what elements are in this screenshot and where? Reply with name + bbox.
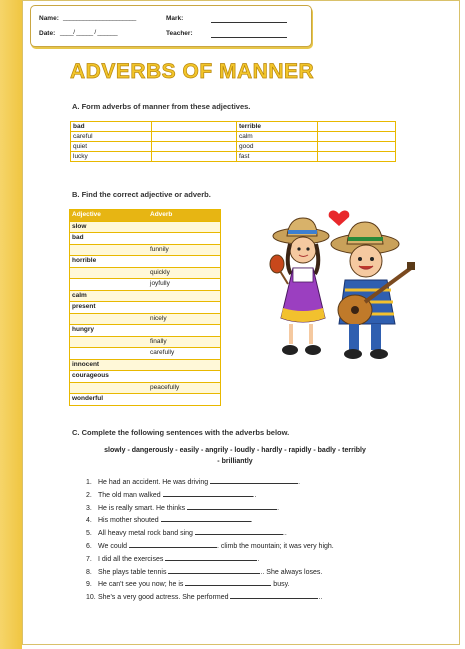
answer-cell[interactable] — [318, 132, 396, 142]
table-row — [70, 290, 221, 302]
date-field[interactable]: ____/ _____ / ______ — [60, 29, 118, 36]
adjective-cell: calm — [237, 132, 318, 142]
sentence-text: . — [298, 479, 301, 486]
adverb-cell[interactable] — [148, 371, 221, 383]
adverb-cell[interactable] — [148, 394, 221, 406]
answer-blank[interactable] — [195, 527, 283, 535]
sentence-text: . climb the mountain; it was very high. — [217, 542, 334, 550]
answer-blank[interactable] — [168, 566, 260, 574]
answer-blank[interactable] — [185, 578, 271, 586]
answer-blank[interactable] — [129, 540, 217, 548]
adverb-cell[interactable]: joyfully — [148, 279, 221, 291]
adjective-cell[interactable]: courageous — [70, 371, 149, 383]
adjective-cell[interactable]: innocent — [70, 359, 149, 371]
adverb-cell[interactable]: quickly — [148, 267, 221, 279]
name-label: Name: — [39, 15, 59, 22]
sentence-number: 2. — [86, 491, 92, 499]
word-bank-line: slowly - dangerously - easily - angrily - loudly - hardly - rapidly - badly - terribly — [104, 447, 366, 454]
adjective-cell[interactable] — [70, 382, 149, 394]
sentence-text: . — [277, 504, 280, 512]
sentence-list — [86, 476, 334, 604]
adverb-cell[interactable] — [148, 256, 221, 268]
adjective-cell[interactable] — [70, 279, 149, 291]
table-row — [71, 142, 396, 152]
list-item — [86, 476, 334, 489]
adjective-cell[interactable] — [70, 348, 149, 360]
sentence-number: 7. — [86, 555, 92, 563]
adjective-cell: careful — [71, 132, 152, 142]
adverb-cell[interactable]: nicely — [148, 313, 221, 325]
table-header-row — [70, 210, 221, 222]
adverb-cell[interactable]: peacefully — [148, 382, 221, 394]
table-row — [70, 244, 221, 256]
heart-icon — [329, 210, 350, 226]
table-row — [70, 359, 221, 371]
answer-blank[interactable] — [230, 591, 318, 599]
section-b-title: B. Find the correct adjective or adverb. — [72, 190, 211, 199]
word-bank-line: - brilliantly — [217, 458, 253, 465]
sentence-number: 3. — [86, 504, 92, 512]
sentence-number: 5. — [86, 530, 92, 538]
adjective-cell[interactable]: bad — [70, 233, 149, 245]
sentence-number: 4. — [86, 517, 92, 525]
adjective-cell[interactable]: wonderful — [70, 394, 149, 406]
page-title: ADVERBS OF MANNER — [70, 60, 315, 83]
left-margin-band — [0, 0, 22, 649]
teacher-field[interactable] — [211, 37, 287, 38]
name-field[interactable]: ______________________ — [63, 14, 136, 21]
table-row — [70, 233, 221, 245]
sentence-number: 10. — [86, 594, 96, 602]
sentence-text: busy. — [273, 581, 290, 589]
sentence-number: 6. — [86, 542, 92, 550]
answer-cell[interactable] — [318, 152, 396, 162]
table-row — [70, 313, 221, 325]
list-item — [86, 553, 334, 566]
list-item — [86, 527, 334, 540]
answer-blank[interactable] — [187, 502, 280, 512]
adverb-cell[interactable] — [148, 302, 221, 314]
adverb-cell[interactable]: carefully — [148, 348, 221, 360]
sentence-text: .. — [282, 530, 287, 538]
adjective-cell[interactable]: calm — [70, 290, 149, 302]
adjective-cell: quiet — [71, 142, 152, 152]
sentence-text: .. — [318, 594, 323, 602]
adjective-cell[interactable]: hungry — [70, 325, 149, 337]
sentence-text: We could — [98, 542, 128, 550]
adjective-cell[interactable]: present — [70, 302, 149, 314]
sentence-text: He can't see you now; he is — [98, 581, 184, 589]
table-row — [70, 267, 221, 279]
adjective-cell: fast — [237, 152, 318, 162]
adjective-cell[interactable] — [70, 313, 149, 325]
sentence-text: I did all the exercises — [98, 555, 164, 563]
answer-cell[interactable] — [318, 122, 396, 132]
adjective-adverb-table — [69, 209, 221, 406]
answer-blank[interactable] — [163, 489, 253, 497]
sentence-text: She plays table tennis — [98, 568, 167, 576]
adverb-cell[interactable]: funnily — [148, 244, 221, 256]
adverb-cell[interactable] — [148, 359, 221, 371]
column-header-adjective: Adjective — [70, 210, 149, 222]
answer-blank[interactable] — [165, 553, 260, 563]
sentence-text: His mother shouted — [98, 517, 159, 525]
sentence-number: 9. — [86, 581, 92, 589]
adjective-cell[interactable] — [70, 267, 149, 279]
sentence-text: All heavy metal rock band sing — [98, 530, 193, 538]
sentence-text: . — [250, 517, 253, 525]
sentence-text: The old man walked — [98, 491, 161, 499]
adverb-cell[interactable]: finally — [148, 336, 221, 348]
header-box — [30, 5, 312, 47]
table-row — [70, 348, 221, 360]
answer-cell[interactable] — [152, 132, 237, 142]
answer-cell[interactable] — [318, 142, 396, 152]
mexican-kids-illustration — [263, 204, 423, 368]
table-row — [70, 336, 221, 348]
sentence-number: 8. — [86, 568, 92, 576]
list-item — [86, 502, 334, 515]
table-row — [70, 279, 221, 291]
mark-field[interactable] — [211, 22, 287, 23]
table-row — [70, 371, 221, 383]
sentence-text: He had an accident. He was driving — [98, 479, 209, 486]
table-row — [70, 302, 221, 314]
adjective-cell[interactable] — [70, 244, 149, 256]
table-row — [70, 256, 221, 268]
table-row — [70, 394, 221, 406]
adjective-cell: terrible — [237, 122, 318, 132]
sentence-text: .. — [252, 491, 257, 499]
adverb-cell[interactable] — [148, 325, 221, 337]
sentence-number: 1. — [86, 479, 92, 486]
date-label: Date: — [39, 30, 56, 37]
adjective-cell[interactable]: horrible — [70, 256, 149, 268]
answer-cell[interactable] — [152, 142, 237, 152]
adverb-form-table — [70, 121, 396, 162]
list-item — [86, 578, 334, 591]
table-row — [70, 221, 221, 233]
sentence-text: .. She always loses. — [260, 568, 323, 576]
table-row — [71, 132, 396, 142]
teacher-label: Teacher: — [166, 30, 193, 37]
mark-label: Mark: — [166, 15, 184, 22]
list-item — [86, 489, 334, 502]
adverb-cell[interactable] — [148, 233, 221, 245]
adverb-word-bank — [70, 445, 400, 467]
answer-cell[interactable] — [152, 122, 237, 132]
adverb-cell[interactable] — [148, 290, 221, 302]
sentence-text: He is really smart. He thinks — [98, 504, 186, 512]
sentence-text: She's a very good actress. She performed — [98, 594, 229, 602]
adjective-cell[interactable] — [70, 336, 149, 348]
list-item — [86, 514, 334, 527]
adjective-cell: good — [237, 142, 318, 152]
adjective-cell: bad — [71, 122, 152, 132]
list-item — [86, 540, 334, 553]
sentence-text: . — [257, 555, 260, 563]
answer-cell[interactable] — [152, 152, 237, 162]
table-row — [70, 325, 221, 337]
answer-blank[interactable] — [161, 514, 253, 525]
list-item — [86, 566, 334, 579]
section-a-title: A. Form adverbs of manner from these adjectives. — [72, 102, 251, 111]
adjective-cell[interactable]: slow — [70, 221, 149, 233]
answer-blank[interactable] — [210, 476, 301, 486]
table-row — [71, 122, 396, 132]
list-item — [86, 591, 334, 604]
adverb-cell[interactable] — [148, 221, 221, 233]
table-row — [70, 382, 221, 394]
column-header-adverb: Adverb — [148, 210, 221, 222]
section-c-title: C. Complete the following sentences with the adverbs below. — [72, 428, 290, 437]
table-row — [71, 152, 396, 162]
adjective-cell: lucky — [71, 152, 152, 162]
